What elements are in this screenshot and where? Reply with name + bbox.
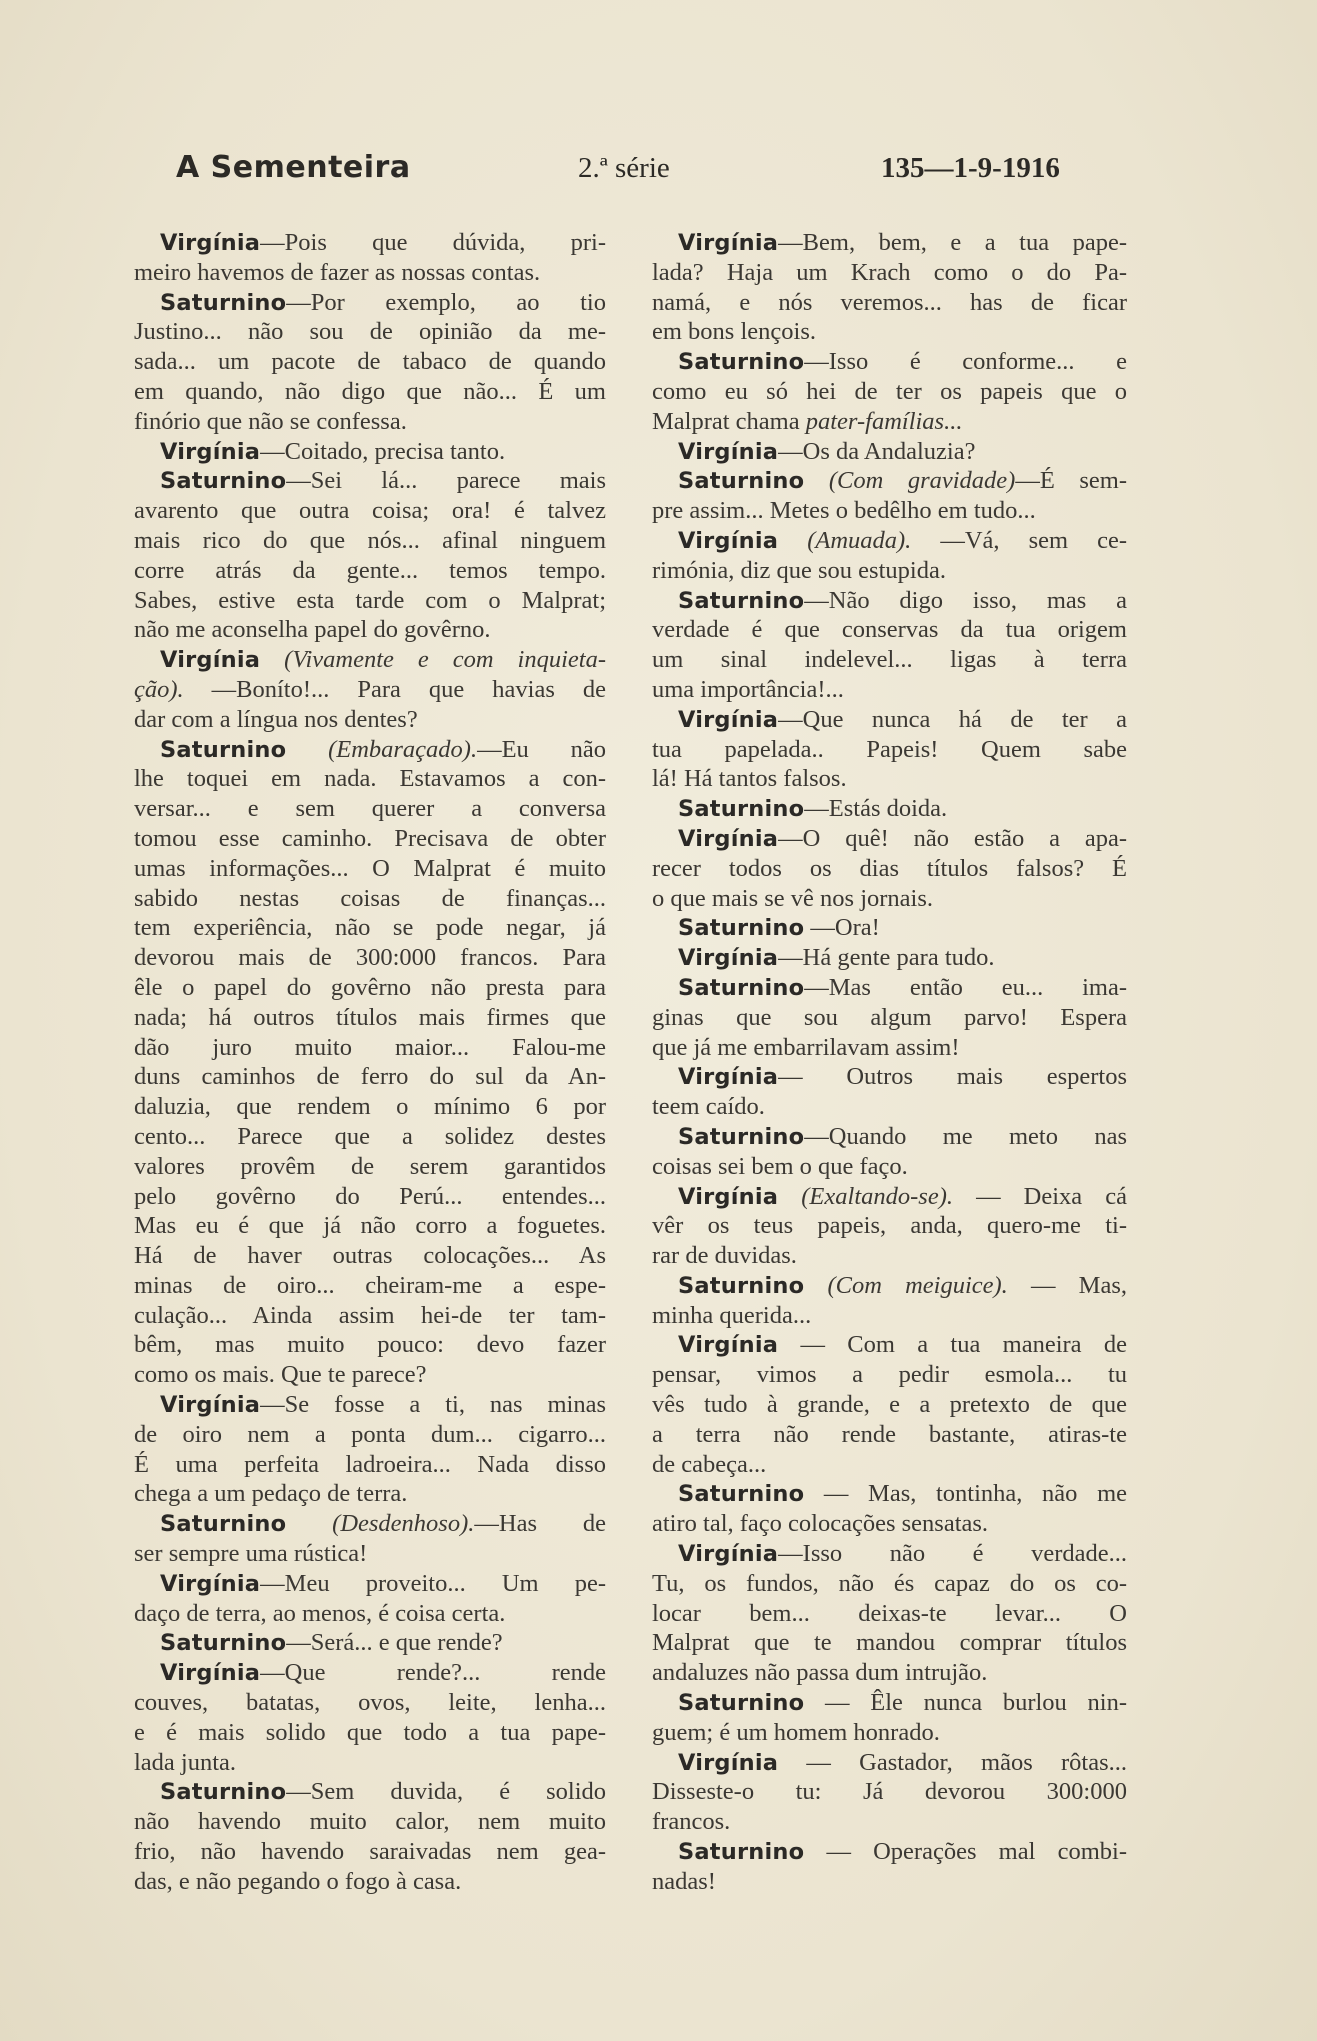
text-line: [652, 258, 1127, 288]
text-line: [652, 1152, 1127, 1182]
text-line: [678, 347, 1127, 377]
dialogue-text: —Bem, bem, e a tua pape-: [778, 229, 1127, 256]
dialogue-text: — Mas,: [1007, 1271, 1127, 1299]
journal-title: A Sementeira: [176, 150, 411, 185]
dialogue-text: —Eu não: [477, 735, 606, 763]
dialogue-text: nadas!: [652, 1867, 716, 1895]
dialogue-text: frio, não havendo saraivadas nem gea-: [134, 1838, 606, 1866]
dialogue-text: Disseste-o tu: Já devorou 300:000: [652, 1778, 1127, 1806]
dialogue-text: rar de duvidas.: [652, 1242, 797, 1270]
speaker-name: Saturnino: [160, 468, 287, 495]
text-line: [134, 258, 606, 288]
text-line: [678, 824, 1127, 854]
dialogue-text: ser sempre uma rústica!: [134, 1540, 368, 1568]
text-line: [134, 1092, 606, 1122]
dialogue-text: Malprat que te mandou comprar títulos: [652, 1629, 1127, 1657]
dialogue-text: finório que não se confessa.: [134, 407, 407, 435]
dialogue-text: —Se fosse a ti, nas minas: [260, 1391, 606, 1419]
stage-direction: (Com gravidade): [804, 467, 1016, 495]
text-line: [134, 1241, 606, 1271]
text-line: [160, 1658, 606, 1688]
right-text-column: [652, 228, 1127, 1897]
text-line: [160, 645, 606, 675]
dialogue-text: minha querida...: [652, 1301, 812, 1329]
text-line: [134, 1301, 606, 1331]
dialogue-text: duns caminhos de ferro do sul da An-: [134, 1063, 606, 1091]
text-line: [134, 586, 606, 616]
text-line: [134, 1271, 606, 1301]
speaker-name: Saturnino: [678, 915, 805, 942]
dialogue-text: —Isso é conforme... e: [804, 348, 1127, 376]
speaker-name: Virgínia: [160, 438, 261, 465]
dialogue-text: das, e não pegando o fogo à casa.: [134, 1867, 462, 1895]
dialogue-text: tomou esse caminho. Precisava de obter: [134, 824, 606, 852]
dialogue-text: —É sem-: [1015, 467, 1127, 495]
dialogue-text: couves, batatas, ovos, leite, lenha...: [134, 1689, 606, 1717]
dialogue-text: chega a um pedaço de terra.: [134, 1480, 408, 1508]
text-line: [678, 1122, 1127, 1152]
speaker-name: Saturnino: [160, 736, 287, 763]
dialogue-text: tem experiência, não se pode negar, já: [134, 914, 606, 942]
text-line: [134, 1122, 606, 1152]
dialogue-text: dão juro muito maior... Falou-me: [134, 1033, 606, 1061]
text-line: [134, 764, 606, 794]
speaker-name: Saturnino: [160, 1511, 287, 1538]
text-line: [652, 1390, 1127, 1420]
text-line: [652, 1599, 1127, 1629]
dialogue-text: — Deixa cá: [952, 1182, 1128, 1210]
text-line: [134, 347, 606, 377]
dialogue-text: o que mais se vê nos jornais.: [652, 884, 934, 912]
text-line: [652, 1658, 1127, 1688]
speaker-name: Virgínia: [678, 1064, 779, 1091]
text-line: [134, 1837, 606, 1867]
text-line: [652, 1867, 1127, 1897]
dialogue-text: —Pois que dúvida, pri-: [260, 229, 606, 256]
text-line: [678, 1330, 1127, 1360]
dialogue-text: uma importância!...: [652, 675, 844, 703]
text-line: [652, 288, 1127, 318]
text-line: [678, 1479, 1127, 1509]
dialogue-text: —Has de: [474, 1510, 606, 1538]
dialogue-text: minas de oiro... cheiram-me a espe-: [134, 1271, 606, 1299]
dialogue-text: um sinal indelevel... ligas à terra: [652, 646, 1127, 674]
text-line: [678, 586, 1127, 616]
stage-direction: (Embaraçado).: [286, 735, 478, 763]
text-line: [652, 1241, 1127, 1271]
dialogue-text: —Boníto!... Para que havias de: [183, 675, 606, 703]
dialogue-text: atiro tal, faço colocações sensatas.: [652, 1510, 989, 1538]
dialogue-text: ginas que sou algum parvo! Espera: [652, 1003, 1127, 1031]
dialogue-text: não havendo muito calor, nem muito: [134, 1808, 606, 1836]
dialogue-text: Sabes, estive esta tarde com o Malprat;: [134, 586, 606, 614]
text-line: [134, 1033, 606, 1063]
text-line: [678, 1062, 1127, 1092]
text-line: [652, 764, 1127, 794]
dialogue-text: mais rico do que nós... afinal ninguem: [134, 526, 606, 554]
dialogue-text: —Será... e que rende?: [286, 1629, 503, 1657]
dialogue-text: de oiro nem a ponta dum... cigarro...: [134, 1420, 606, 1448]
dialogue-text: — Mas, tontinha, não me: [804, 1480, 1127, 1508]
text-line: [678, 1837, 1127, 1867]
speaker-name: Virgínia: [678, 1541, 779, 1568]
text-line: [134, 1360, 606, 1390]
speaker-name: Virgínia: [678, 706, 779, 733]
dialogue-text: Justino... não sou de opinião da me-: [134, 318, 606, 346]
text-line: [134, 794, 606, 824]
text-line: [134, 1450, 606, 1480]
dialogue-text: que já me embarrilavam assim!: [652, 1033, 960, 1061]
text-line: [652, 407, 1127, 437]
text-line: [134, 496, 606, 526]
dialogue-text: —Estás doida.: [804, 795, 948, 823]
speaker-name: Virgínia: [678, 1749, 779, 1776]
dialogue-text: —Meu proveito... Um pe-: [260, 1569, 606, 1597]
dialogue-text: em quando, não digo que não... É um: [134, 377, 606, 405]
dialogue-text: —Há gente para tudo.: [778, 944, 995, 972]
text-line: [134, 1152, 606, 1182]
dialogue-text: locar bem... deixas-te levar... O: [652, 1599, 1127, 1627]
text-line: [678, 913, 1127, 943]
dialogue-text: valores provêm de serem garantidos: [134, 1152, 606, 1180]
text-line: [160, 1628, 606, 1658]
text-line: [134, 407, 606, 437]
dialogue-text: —Isso não é verdade...: [778, 1540, 1127, 1568]
dialogue-text: Há de haver outras colocações... As: [134, 1242, 606, 1270]
speaker-name: Saturnino: [678, 974, 805, 1001]
speaker-name: Saturnino: [160, 1779, 287, 1806]
dialogue-text: lada junta.: [134, 1748, 237, 1776]
text-line: [134, 556, 606, 586]
text-line: [678, 794, 1127, 824]
text-line: [652, 1003, 1127, 1033]
dialogue-text: de cabeça...: [652, 1450, 767, 1478]
text-line: [652, 377, 1127, 407]
text-line: [134, 1479, 606, 1509]
text-line: [160, 437, 606, 467]
text-line: [652, 1718, 1127, 1748]
text-line: [134, 317, 606, 347]
dialogue-text: coisas sei bem o que faço.: [652, 1152, 908, 1180]
issue-number-date: 135—1-9-1916: [881, 152, 1060, 184]
series-label: 2.ª série: [578, 152, 670, 184]
text-line: [134, 1688, 606, 1718]
speaker-name: Virgínia: [160, 1660, 261, 1687]
speaker-name: Saturnino: [678, 1839, 805, 1866]
text-line: [160, 1777, 606, 1807]
text-line: [652, 645, 1127, 675]
speaker-name: Saturnino: [678, 1123, 805, 1150]
dialogue-text: francos.: [652, 1808, 731, 1836]
dialogue-text: dar com a língua nos dentes?: [134, 705, 418, 733]
text-line: [652, 1301, 1127, 1331]
speaker-name: Saturnino: [678, 796, 805, 823]
running-header: [176, 150, 1086, 190]
text-line: [134, 1748, 606, 1778]
stage-direction: (Com meiguice).: [804, 1271, 1008, 1299]
speaker-name: Virgínia: [678, 1183, 779, 1210]
dialogue-text: teem caído.: [652, 1093, 765, 1121]
dialogue-text: —Os da Andaluzia?: [778, 437, 976, 465]
dialogue-text: — Gastador, mãos rôtas...: [778, 1748, 1127, 1776]
dialogue-text: Mas eu é que já não corro a foguetes.: [134, 1212, 606, 1240]
dialogue-text: —Que rende?... rende: [260, 1659, 606, 1687]
text-line: [678, 1271, 1127, 1301]
stage-direction: (Desdenhoso).: [286, 1510, 475, 1538]
stage-direction: pater-famílias...: [805, 407, 963, 435]
speaker-name: Virgínia: [678, 945, 779, 972]
dialogue-text: vêr os teus papeis, anda, quero-me ti-: [652, 1212, 1127, 1240]
stage-direction: (Exaltando-se).: [778, 1182, 953, 1210]
text-line: [134, 1062, 606, 1092]
text-line: [160, 1569, 606, 1599]
text-line: [160, 735, 606, 765]
speaker-name: Saturnino: [678, 1272, 805, 1299]
text-line: [134, 1539, 606, 1569]
text-line: [678, 1748, 1127, 1778]
text-line: [652, 1569, 1127, 1599]
stage-direction: (Vivamente e com inquieta-: [260, 646, 606, 674]
dialogue-text: em bons lençois.: [652, 318, 816, 346]
text-line: [652, 1211, 1127, 1241]
dialogue-text: recer todos os dias títulos falsos? É: [652, 854, 1127, 882]
dialogue-text: — Êle nunca burlou nin-: [804, 1689, 1127, 1717]
dialogue-text: sada... um pacote de tabaco de quando: [134, 348, 606, 376]
dialogue-text: avarento que outra coisa; ora! é talvez: [134, 497, 606, 525]
text-line: [134, 973, 606, 1003]
dialogue-text: —Sei lá... parece mais: [286, 467, 606, 495]
text-line: [652, 1807, 1127, 1837]
dialogue-text: pelo govêrno do Perú... entendes...: [134, 1182, 606, 1210]
text-line: [160, 466, 606, 496]
text-line: [652, 556, 1127, 586]
dialogue-text: meiro havemos de fazer as nossas contas.: [134, 258, 541, 286]
dialogue-text: guem; é um homem honrado.: [652, 1718, 940, 1746]
text-line: [134, 615, 606, 645]
text-line: [652, 854, 1127, 884]
text-line: [652, 884, 1127, 914]
dialogue-text: daço de terra, ao menos, é coisa certa.: [134, 1599, 506, 1627]
text-line: [652, 1360, 1127, 1390]
text-line: [678, 943, 1127, 973]
text-line: [652, 1033, 1127, 1063]
text-line: [134, 943, 606, 973]
text-line: [652, 317, 1127, 347]
dialogue-text: —Coitado, precisa tanto.: [260, 437, 506, 465]
text-line: [652, 615, 1127, 645]
dialogue-text: —Não digo isso, mas a: [804, 586, 1127, 614]
text-line: [678, 437, 1127, 467]
text-line: [134, 675, 606, 705]
dialogue-text: — Outros mais espertos: [778, 1063, 1127, 1091]
speaker-name: Virgínia: [678, 825, 779, 852]
dialogue-text: lada? Haja um Krach como o do Pa-: [652, 258, 1127, 286]
dialogue-text: lá! Há tantos falsos.: [652, 765, 847, 793]
text-line: [160, 1509, 606, 1539]
speaker-name: Virgínia: [678, 527, 779, 554]
dialogue-text: —Que nunca há de ter a: [778, 705, 1127, 733]
stage-direction: (Amuada).: [778, 526, 912, 554]
text-line: [134, 1330, 606, 1360]
text-line: [652, 496, 1127, 526]
stage-direction: ção).: [134, 675, 184, 703]
dialogue-text: —Quando me meto nas: [804, 1122, 1127, 1150]
dialogue-text: —Vá, sem ce-: [911, 526, 1127, 554]
dialogue-text: nada; há outros títulos mais firmes que: [134, 1003, 606, 1031]
text-line: [652, 1628, 1127, 1658]
text-line: [678, 973, 1127, 1003]
dialogue-text: corre atrás da gente... temos tempo.: [134, 556, 606, 584]
text-line: [134, 1807, 606, 1837]
text-line: [652, 1509, 1127, 1539]
text-line: [652, 1092, 1127, 1122]
dialogue-text: —Por exemplo, ao tio: [286, 288, 606, 316]
text-line: [652, 735, 1127, 765]
text-line: [134, 1718, 606, 1748]
speaker-name: Virgínia: [678, 230, 779, 256]
dialogue-text: — Operações mal combi-: [804, 1838, 1127, 1866]
text-line: [678, 1182, 1127, 1212]
text-line: [134, 377, 606, 407]
text-line: [652, 1420, 1127, 1450]
left-text-column: [134, 228, 606, 1897]
dialogue-text: —Ora!: [804, 914, 880, 942]
speaker-name: Virgínia: [160, 647, 261, 674]
dialogue-text: não me aconselha papel do govêrno.: [134, 616, 491, 644]
dialogue-text: pensar, vimos a pedir esmola... tu: [652, 1361, 1127, 1389]
dialogue-text: Malprat chama: [652, 407, 806, 435]
dialogue-text: sabido nestas coisas de finanças...: [134, 884, 606, 912]
text-line: [134, 1182, 606, 1212]
text-line: [160, 1390, 606, 1420]
dialogue-text: e é mais solido que todo a tua pape-: [134, 1718, 606, 1746]
dialogue-text: —O quê! não estão a apa-: [778, 824, 1127, 852]
speaker-name: Saturnino: [678, 468, 805, 495]
dialogue-text: bêm, mas muito pouco: devo fazer: [134, 1331, 606, 1359]
dialogue-text: rimónia, diz que sou estupida.: [652, 556, 946, 584]
speaker-name: Saturnino: [160, 289, 287, 316]
speaker-name: Virgínia: [678, 1332, 779, 1359]
dialogue-text: como os mais. Que te parece?: [134, 1361, 427, 1389]
dialogue-text: como eu só hei de ter os papeis que o: [652, 377, 1127, 405]
text-line: [134, 824, 606, 854]
dialogue-text: namá, e nós veremos... has de ficar: [652, 288, 1127, 316]
dialogue-text: umas informações... O Malprat é muito: [134, 854, 606, 882]
speaker-name: Virgínia: [160, 1570, 261, 1597]
dialogue-text: lhe toquei em nada. Estavamos a con-: [134, 765, 606, 793]
dialogue-text: devorou mais de 300:000 francos. Para: [134, 944, 606, 972]
text-line: [134, 913, 606, 943]
speaker-name: Virgínia: [160, 230, 261, 256]
text-line: [678, 705, 1127, 735]
dialogue-text: —Mas então eu... ima-: [804, 973, 1127, 1001]
text-line: [678, 228, 1127, 258]
dialogue-text: êle o papel do govêrno não presta para: [134, 973, 606, 1001]
dialogue-text: — Com a tua maneira de: [778, 1331, 1127, 1359]
dialogue-text: a terra não rende bastante, atiras-te: [652, 1420, 1127, 1448]
text-line: [678, 466, 1127, 496]
text-line: [678, 526, 1127, 556]
dialogue-text: versar... e sem querer a conversa: [134, 795, 606, 823]
speaker-name: Saturnino: [678, 349, 805, 376]
speaker-name: Saturnino: [678, 1690, 805, 1717]
text-line: [134, 1003, 606, 1033]
text-line: [652, 675, 1127, 705]
text-line: [134, 884, 606, 914]
speaker-name: Virgínia: [678, 438, 779, 465]
dialogue-text: daluzia, que rendem o mínimo 6 por: [134, 1093, 606, 1121]
text-line: [134, 526, 606, 556]
dialogue-text: pre assim... Metes o bedêlho em tudo...: [652, 497, 1036, 525]
text-line: [652, 1450, 1127, 1480]
text-line: [160, 288, 606, 318]
text-line: [134, 1211, 606, 1241]
speaker-name: Virgínia: [160, 1392, 261, 1419]
dialogue-text: Tu, os fundos, não és capaz do os co-: [652, 1569, 1127, 1597]
speaker-name: Saturnino: [678, 587, 805, 614]
dialogue-text: andaluzes não passa dum intrujão.: [652, 1659, 988, 1687]
speaker-name: Saturnino: [678, 1481, 805, 1508]
text-line: [134, 1599, 606, 1629]
text-line: [160, 228, 606, 258]
speaker-name: Saturnino: [160, 1630, 287, 1657]
dialogue-text: —Sem duvida, é solido: [286, 1778, 606, 1806]
text-line: [652, 1777, 1127, 1807]
dialogue-text: culação... Ainda assim hei-de ter tam-: [134, 1301, 606, 1329]
dialogue-text: É uma perfeita ladroeira... Nada disso: [134, 1450, 606, 1478]
dialogue-text: cento... Parece que a solidez destes: [134, 1122, 606, 1150]
text-line: [134, 854, 606, 884]
text-line: [678, 1539, 1127, 1569]
text-line: [134, 1867, 606, 1897]
dialogue-text: tua papelada.. Papeis! Quem sabe: [652, 735, 1127, 763]
dialogue-text: vês tudo à grande, e a pretexto de que: [652, 1391, 1127, 1419]
dialogue-text: verdade é que conservas da tua origem: [652, 616, 1127, 644]
text-line: [678, 1688, 1127, 1718]
text-line: [134, 705, 606, 735]
text-line: [134, 1420, 606, 1450]
